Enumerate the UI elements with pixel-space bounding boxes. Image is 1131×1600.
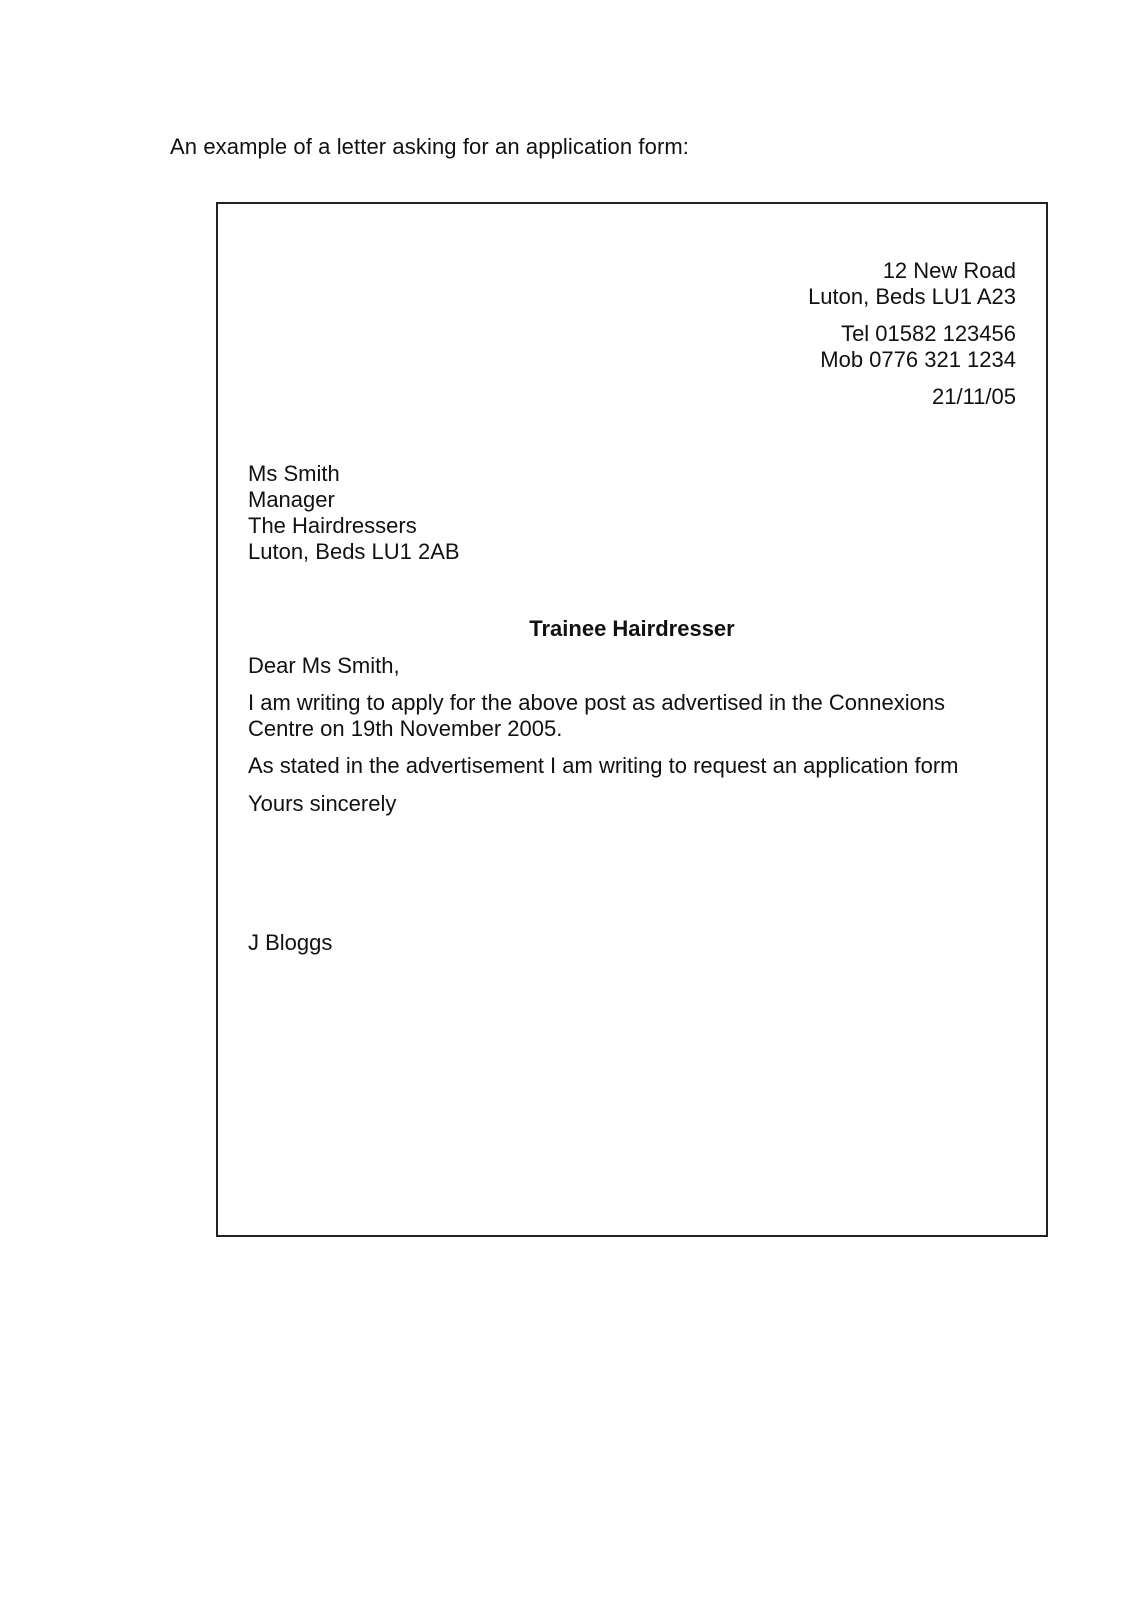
sender-address-line2: Luton, Beds LU1 A23 (808, 284, 1016, 309)
recipient-title: Manager (248, 487, 335, 512)
sender-mob: Mob 0776 321 1234 (820, 347, 1016, 372)
letter-box (216, 202, 1048, 1237)
body-paragraph1-line2: Centre on 19th November 2005. (248, 716, 563, 741)
letter-date: 21/11/05 (931, 384, 1016, 409)
signature-name: J Bloggs (248, 930, 333, 955)
letter-subject: Trainee Hairdresser (529, 616, 735, 641)
recipient-address: Luton, Beds LU1 2AB (248, 539, 460, 564)
sender-tel: Tel 01582 123456 (841, 321, 1016, 346)
body-paragraph1-line1: I am writing to apply for the above post as advertised in the Connexions (248, 690, 946, 715)
body-paragraph2: As stated in the advertisement I am writing to request an application form (248, 753, 959, 778)
intro-heading: An example of a letter asking for an application form: (170, 134, 690, 159)
salutation: Dear Ms Smith, (248, 653, 400, 678)
recipient-company: The Hairdressers (248, 513, 417, 538)
recipient-name: Ms Smith (248, 461, 340, 486)
sender-address-line1: 12 New Road (882, 258, 1016, 283)
closing: Yours sincerely (248, 791, 397, 816)
